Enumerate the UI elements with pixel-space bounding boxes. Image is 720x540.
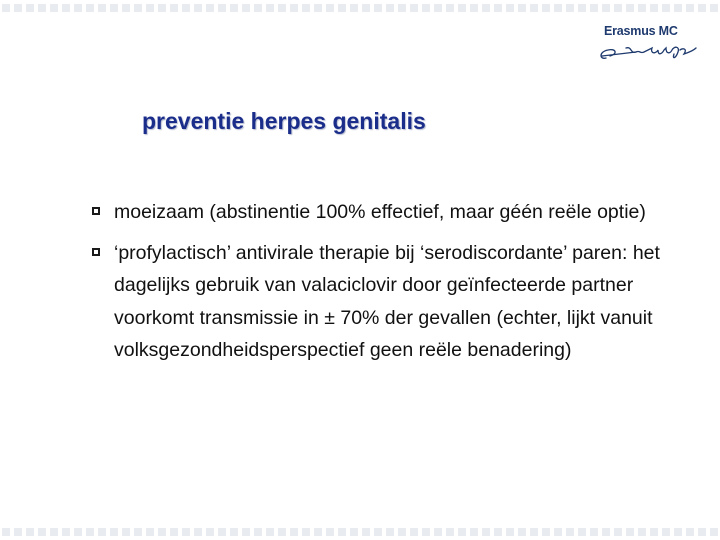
border-dot bbox=[590, 528, 598, 536]
border-dot bbox=[458, 4, 466, 12]
border-dot bbox=[86, 4, 94, 12]
border-dot bbox=[38, 528, 46, 536]
border-dot bbox=[278, 4, 286, 12]
border-dot bbox=[350, 528, 358, 536]
border-dot bbox=[134, 4, 142, 12]
bullet-item bbox=[92, 237, 692, 367]
border-dot bbox=[710, 528, 718, 536]
border-dot bbox=[542, 4, 550, 12]
border-dot bbox=[518, 4, 526, 12]
border-dot bbox=[674, 528, 682, 536]
top-border-decoration bbox=[0, 4, 720, 12]
border-dot bbox=[686, 4, 694, 12]
border-dot bbox=[110, 4, 118, 12]
border-dot bbox=[50, 528, 58, 536]
border-dot bbox=[182, 4, 190, 12]
border-dot bbox=[2, 528, 10, 536]
border-dot bbox=[398, 4, 406, 12]
border-dot bbox=[578, 528, 586, 536]
logo-name: Erasmus MC bbox=[604, 24, 678, 38]
bullet-text: moeizaam (abstinentie 100% effectief, maar géén reële optie) bbox=[114, 201, 646, 223]
border-dot bbox=[194, 528, 202, 536]
border-dot bbox=[434, 4, 442, 12]
border-dot bbox=[482, 528, 490, 536]
border-dot bbox=[422, 528, 430, 536]
border-dot bbox=[602, 528, 610, 536]
border-dot bbox=[458, 528, 466, 536]
border-dot bbox=[266, 528, 274, 536]
border-dot bbox=[566, 4, 574, 12]
border-dot bbox=[326, 4, 334, 12]
border-dot bbox=[614, 4, 622, 12]
border-dot bbox=[566, 528, 574, 536]
border-dot bbox=[170, 528, 178, 536]
border-dot bbox=[218, 4, 226, 12]
border-dot bbox=[206, 528, 214, 536]
border-dot bbox=[158, 528, 166, 536]
erasmus-mc-logo bbox=[596, 20, 706, 70]
border-dot bbox=[278, 528, 286, 536]
border-dot bbox=[302, 4, 310, 12]
border-dot bbox=[338, 528, 346, 536]
border-dot bbox=[314, 528, 322, 536]
border-dot bbox=[446, 528, 454, 536]
border-dot bbox=[626, 528, 634, 536]
bottom-border-decoration bbox=[0, 528, 720, 536]
border-dot bbox=[338, 4, 346, 12]
border-dot bbox=[398, 528, 406, 536]
border-dot bbox=[530, 528, 538, 536]
border-dot bbox=[74, 4, 82, 12]
border-dot bbox=[638, 4, 646, 12]
border-dot bbox=[326, 528, 334, 536]
border-dot bbox=[374, 528, 382, 536]
border-dot bbox=[386, 4, 394, 12]
border-dot bbox=[506, 528, 514, 536]
border-dot bbox=[26, 4, 34, 12]
border-dot bbox=[350, 4, 358, 12]
border-dot bbox=[674, 4, 682, 12]
border-dot bbox=[602, 4, 610, 12]
border-dot bbox=[698, 4, 706, 12]
border-dot bbox=[62, 4, 70, 12]
bullet-list bbox=[92, 196, 692, 375]
border-dot bbox=[542, 528, 550, 536]
bullet-text: ‘profylactisch’ antivirale therapie bij ‘serodiscordante’ paren: het dagelijks gebruik van valaciclovir door geïnfecteerde partner voorkomt transmissie in ± 70% der gevallen (echter, lijkt vanuit volksgezondheidsperspectief geen reële benadering) bbox=[114, 241, 660, 361]
border-dot bbox=[590, 4, 598, 12]
border-dot bbox=[302, 528, 310, 536]
border-dot bbox=[158, 4, 166, 12]
border-dot bbox=[518, 528, 526, 536]
border-dot bbox=[686, 528, 694, 536]
border-dot bbox=[410, 528, 418, 536]
border-dot bbox=[614, 528, 622, 536]
slide-title: preventie herpes genitalis bbox=[142, 108, 426, 134]
border-dot bbox=[86, 528, 94, 536]
border-dot bbox=[434, 528, 442, 536]
border-dot bbox=[290, 528, 298, 536]
border-dot bbox=[146, 528, 154, 536]
border-dot bbox=[230, 4, 238, 12]
border-dot bbox=[182, 528, 190, 536]
border-dot bbox=[374, 4, 382, 12]
bullet-item bbox=[92, 196, 692, 229]
border-dot bbox=[242, 4, 250, 12]
border-dot bbox=[266, 4, 274, 12]
border-dot bbox=[362, 4, 370, 12]
border-dot bbox=[170, 4, 178, 12]
border-dot bbox=[494, 4, 502, 12]
border-dot bbox=[578, 4, 586, 12]
border-dot bbox=[122, 528, 130, 536]
border-dot bbox=[98, 528, 106, 536]
border-dot bbox=[74, 528, 82, 536]
border-dot bbox=[554, 528, 562, 536]
border-dot bbox=[362, 528, 370, 536]
border-dot bbox=[494, 528, 502, 536]
border-dot bbox=[194, 4, 202, 12]
border-dot bbox=[254, 528, 262, 536]
border-dot bbox=[506, 4, 514, 12]
border-dot bbox=[14, 4, 22, 12]
border-dot bbox=[698, 528, 706, 536]
border-dot bbox=[662, 4, 670, 12]
border-dot bbox=[254, 4, 262, 12]
border-dot bbox=[470, 4, 478, 12]
border-dot bbox=[626, 4, 634, 12]
border-dot bbox=[230, 528, 238, 536]
signature-icon bbox=[596, 38, 704, 68]
border-dot bbox=[410, 4, 418, 12]
border-dot bbox=[638, 528, 646, 536]
border-dot bbox=[242, 528, 250, 536]
border-dot bbox=[26, 528, 34, 536]
border-dot bbox=[98, 4, 106, 12]
border-dot bbox=[122, 4, 130, 12]
border-dot bbox=[662, 528, 670, 536]
border-dot bbox=[422, 4, 430, 12]
border-dot bbox=[290, 4, 298, 12]
border-dot bbox=[146, 4, 154, 12]
border-dot bbox=[554, 4, 562, 12]
border-dot bbox=[134, 528, 142, 536]
border-dot bbox=[50, 4, 58, 12]
border-dot bbox=[650, 528, 658, 536]
border-dot bbox=[206, 4, 214, 12]
border-dot bbox=[62, 528, 70, 536]
border-dot bbox=[710, 4, 718, 12]
border-dot bbox=[2, 4, 10, 12]
border-dot bbox=[470, 528, 478, 536]
border-dot bbox=[110, 528, 118, 536]
border-dot bbox=[530, 4, 538, 12]
bullet-square-icon bbox=[92, 207, 100, 215]
border-dot bbox=[314, 4, 322, 12]
border-dot bbox=[446, 4, 454, 12]
border-dot bbox=[650, 4, 658, 12]
border-dot bbox=[38, 4, 46, 12]
border-dot bbox=[482, 4, 490, 12]
border-dot bbox=[218, 528, 226, 536]
bullet-square-icon bbox=[92, 248, 100, 256]
border-dot bbox=[14, 528, 22, 536]
border-dot bbox=[386, 528, 394, 536]
